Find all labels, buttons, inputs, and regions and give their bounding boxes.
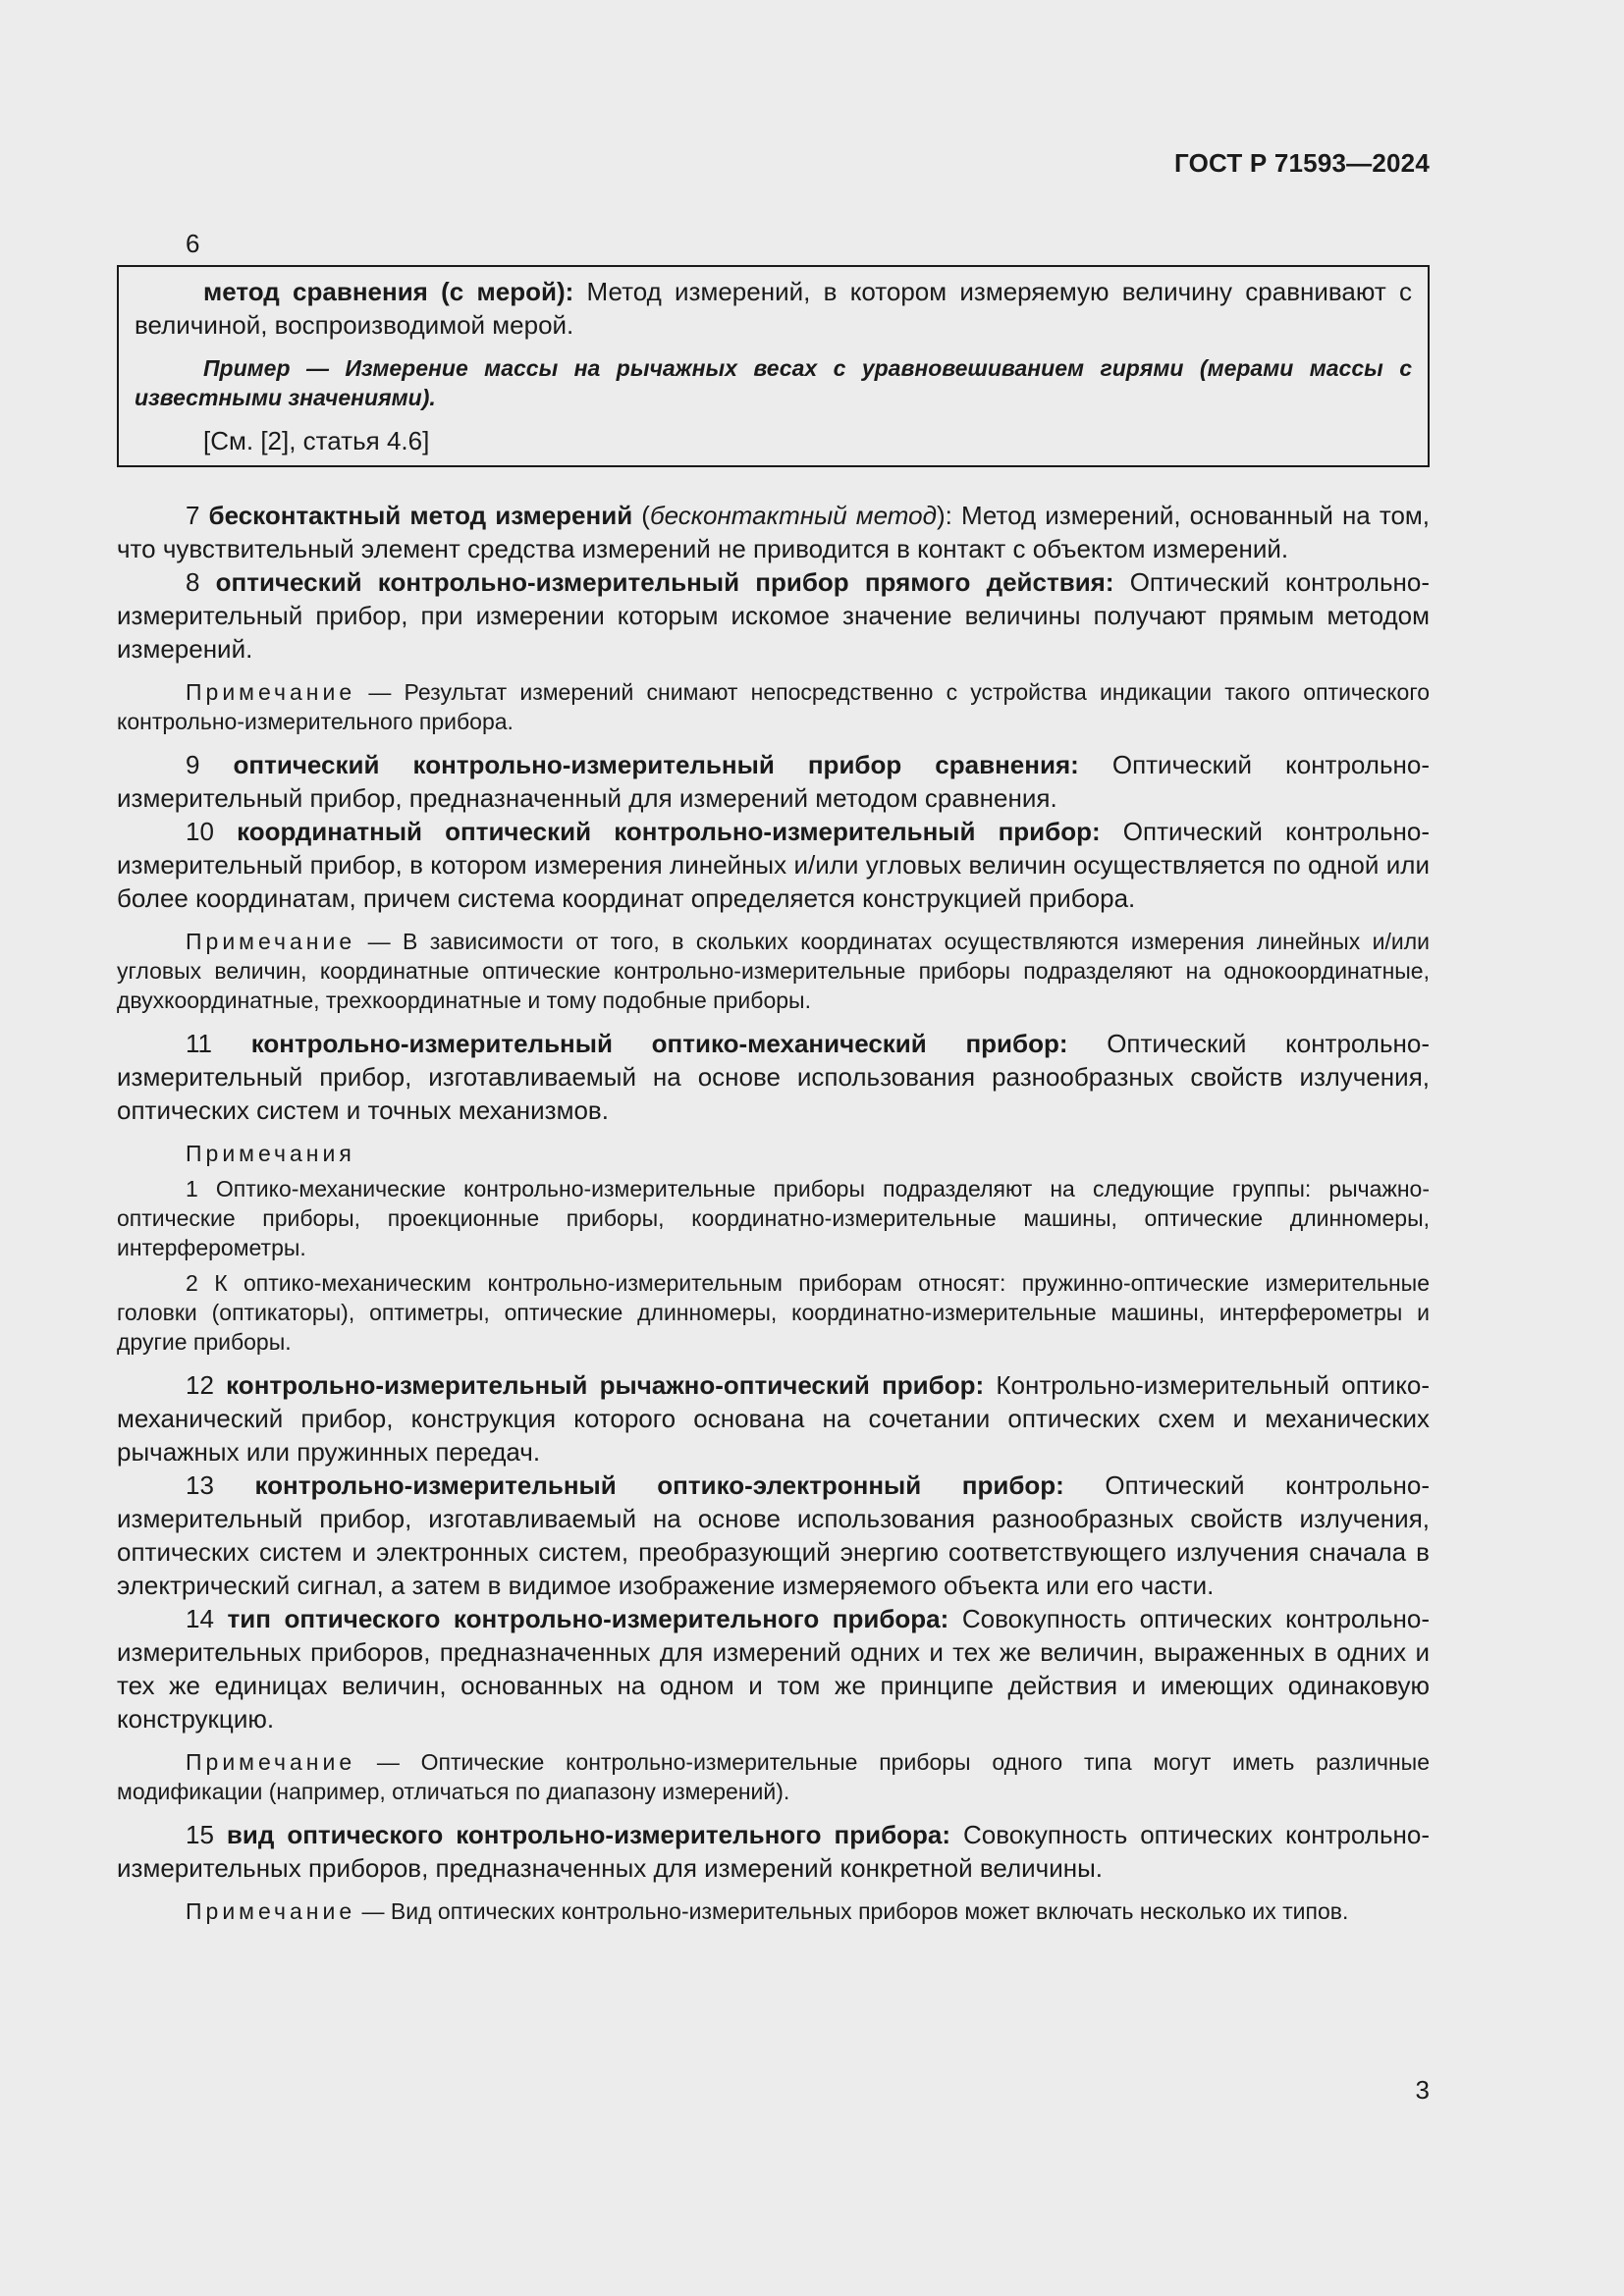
term-12 — [117, 1368, 1430, 1468]
term-13-text: Оптический контрольно-измерительный прибор, изготавливаемый на основе использования разнообразных свойств излучения, оптических систем и электронных систем, преобразующий энергию соответствующего излучения сначала в электрический сигнал, а затем в видимое изображение измеряемого объекта или его части. — [117, 1470, 1431, 1600]
term-10-title: координатный оптический контрольно-измерительный прибор: — [237, 817, 1101, 846]
term-14-number: 14 — [186, 1604, 228, 1633]
term-8 — [117, 565, 1430, 666]
notes-label: Примечания — [186, 1141, 355, 1166]
term-7-number: 7 — [186, 501, 209, 530]
term-9-number: 9 — [186, 750, 234, 779]
term-11-number: 11 — [186, 1029, 251, 1058]
term-7-paren-open: ( — [632, 501, 650, 530]
note-label: Примечание — [186, 1898, 356, 1924]
term-15 — [117, 1818, 1430, 1885]
term-13-number: 13 — [186, 1470, 255, 1500]
term-6-text: Метод измерений, в котором измеряемую величину сравнивают с величиной, воспроизводимой мерой. — [135, 277, 1412, 340]
term-11-text: Оптический контрольно-измерительный прибор, изготавливаемый на основе использования разнообразных свойств излучения, оптических систем и точных механизмов. — [117, 1029, 1431, 1125]
term-7-title: бесконтактный метод измерений — [208, 501, 633, 530]
term-15-text: Совокупность оптических контрольно-измерительных приборов, предназначенных для измерений конкретной величины. — [117, 1820, 1430, 1883]
term-14-title: тип оптического контрольно-измерительного прибора: — [227, 1604, 949, 1633]
term-6-title: метод сравнения (с мерой): — [203, 277, 574, 306]
note-label: Примечание — [186, 679, 356, 705]
term-6-definition — [135, 275, 1412, 342]
term-12-number: 12 — [186, 1370, 227, 1400]
term-7-synonym: бесконтактный метод — [649, 501, 937, 530]
term-10-note — [117, 927, 1430, 1015]
term-13 — [117, 1468, 1430, 1602]
term-11 — [117, 1027, 1430, 1127]
term-11-notes-heading — [117, 1139, 1430, 1168]
note-label: Примечание — [186, 1749, 356, 1775]
term-13-title: контрольно-измерительный оптико-электронный прибор: — [254, 1470, 1064, 1500]
page-number: 3 — [1415, 2075, 1430, 2105]
term-15-note-text: — Вид оптических контрольно-измерительных приборов может включать несколько их типов. — [355, 1898, 1349, 1924]
term-8-title: оптический контрольно-измерительный прибор прямого действия: — [215, 567, 1114, 597]
term-10 — [117, 815, 1430, 915]
term-14-note — [117, 1747, 1430, 1806]
term-15-note — [117, 1896, 1430, 1926]
term-9 — [117, 748, 1430, 815]
term-9-title: оптический контрольно-измерительный прибор сравнения: — [233, 750, 1079, 779]
term-6-example: Пример — Измерение массы на рычажных весах с уравновешиванием гирями (мерами массы с известными значениями). — [135, 355, 1412, 410]
framed-term-6 — [117, 265, 1430, 467]
term-8-number: 8 — [186, 567, 216, 597]
term-10-number: 10 — [186, 817, 238, 846]
document-code-header: ГОСТ Р 71593—2024 — [1174, 148, 1430, 178]
term-7-text: ): Метод измерений, основанный на том, что чувствительный элемент средства измерений не приводится в контакт с объектом измерений. — [117, 501, 1431, 563]
term-11-title: контрольно-измерительный оптико-механический прибор: — [250, 1029, 1068, 1058]
term-14-note-text: — Оптические контрольно-измерительные приборы одного типа могут иметь различные модификации (например, отличаться по диапазону измерений). — [117, 1749, 1430, 1804]
term-11-note-1: 1 Оптико-механические контрольно-измерительные приборы подразделяют на следующие группы: рычажно-оптические приборы, проекционные приборы, координатно-измерительные машины, оптические длинномеры, интерферометры. — [117, 1176, 1430, 1260]
term-7 — [117, 499, 1430, 565]
term-14-text: Совокупность оптических контрольно-измерительных приборов, предназначенных для измерений одних и тех же величин, выраженных в одних и тех же единицах величин, основанных на одном и том же принципе действия и имеющих одинаковую конструкцию. — [117, 1604, 1431, 1734]
term-15-number: 15 — [186, 1820, 227, 1849]
term-10-text: Оптический контрольно-измерительный прибор, в котором измерения линейных и/или угловых величин осуществляется по одной или более координатам, причем система координат определяется конструкцией прибора. — [117, 817, 1431, 913]
term-14 — [117, 1602, 1430, 1735]
page-content — [117, 224, 1430, 1938]
term-12-title: контрольно-измерительный рычажно-оптический прибор: — [226, 1370, 985, 1400]
term-9-text: Оптический контрольно-измерительный прибор, предназначенный для измерений методом сравнения. — [117, 750, 1430, 813]
term-12-text: Контрольно-измерительный оптико-механический прибор, конструкция которого основана на сочетании оптических схем и механических рычажных или пружинных передач. — [117, 1370, 1430, 1467]
term-8-note-text: — Результат измерений снимают непосредственно с устройства индикации такого оптического контрольно-измерительного прибора. — [117, 679, 1430, 734]
term-8-note — [117, 677, 1430, 736]
note-label: Примечание — [186, 929, 356, 954]
term-15-title: вид оптического контрольно-измерительного прибора: — [226, 1820, 951, 1849]
term-10-note-text: — В зависимости от того, в скольких координатах осуществляются измерения линейных и/или угловых величин, координатные оптические контрольно-измерительные приборы подразделяют на однокоординатные, двухкоординатные, трехкоординатные и тому подобные приборы. — [117, 929, 1430, 1013]
term-8-text: Оптический контрольно-измерительный прибор, при измерении которым искомое значение величины получают прямым методом измерений. — [117, 567, 1430, 664]
term-6-reference: [См. [2], статья 4.6] — [203, 426, 430, 455]
term-number-6: 6 — [186, 229, 200, 258]
term-11-note-2: 2 К оптико-механическим контрольно-измерительным приборам относят: пружинно-оптические измерительные головки (оптикаторы), оптиметры, оптические длинномеры, координатно-измерительные машины, интерферометры и другие приборы. — [117, 1270, 1430, 1355]
